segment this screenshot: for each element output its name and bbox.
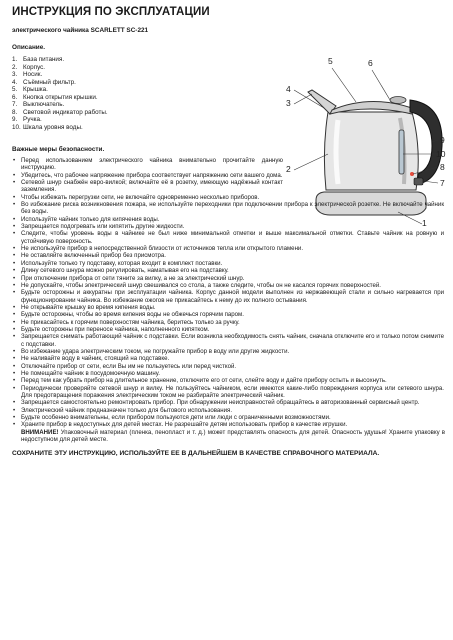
safety-rule: • Перед тем как убрать прибор на длительное хранение, отключите его от сети, слейте воду и дайте прибору остыть и высохнуть.: [12, 377, 444, 384]
callout-2: 2: [286, 164, 291, 174]
safety-rule: • Запрещается самостоятельно ремонтировать прибор. При обнаружении неисправностей обращайтесь в авторизованный сервисный центр.: [12, 399, 444, 406]
description-heading: Описание.: [12, 44, 46, 51]
callout-9: 9: [440, 135, 445, 145]
safety-rule: • Не помещайте чайник в посудомоечную машину.: [12, 370, 444, 377]
attention-note: [21, 429, 445, 444]
safety-rule: • Запрещается подогревать или кипятить другие жидкости.: [12, 223, 444, 230]
parts-list-item: 3. Носик.: [12, 71, 43, 78]
safety-rule: • Не используйте прибор в непосредственной близости от источников тепла или открытого пламени.: [12, 245, 444, 252]
safety-rule: • Используйте чайник только для кипячения воды.: [12, 216, 444, 223]
parts-list-item: 10. Шкала уровня воды.: [12, 123, 83, 131]
parts-list-item: 6. Кнопка открытия крышки.: [12, 93, 98, 101]
callout-1: 1: [422, 218, 427, 226]
callout-4: 4: [286, 84, 291, 94]
page-subtitle: электрического чайника SCARLETT SC-221: [12, 27, 149, 34]
safety-rule: • Будьте осторожны, чтобы во время кипения воды не обжечься горячим паром.: [12, 311, 444, 318]
attention-text: Упаковочный материал (пленка, пенопласт и т. д.) может представлять опасность для детей. Опасность удушья! Храните упаковку в недоступном для детей месте.: [21, 429, 445, 444]
safety-rule: • Убедитесь, что рабочее напряжение прибора соответствует напряжению сети вашего дома.: [12, 172, 283, 179]
safety-rule: • Будьте осторожны и аккуратны при эксплуатации чайника. Корпус данной модели выполнен из нержавеющей стали и сильно нагревается при функционировании чайника. Во избежание ожогов не прикасайтесь к нему до их полного остывания.: [12, 289, 444, 304]
parts-list-item: 4. Съёмный фильтр.: [12, 78, 76, 86]
safety-rule: • Не прикасайтесь к горячим поверхностям чайника, беритесь только за ручку.: [12, 319, 444, 326]
safety-rule: • Перед использованием электрического чайника внимательно прочитайте данную инструкцию.: [12, 157, 283, 172]
safety-rule: • Следите, чтобы уровень воды в чайнике не был ниже минимальной отметки и выше максимальной отметки. Ставьте чайник на ровную и устойчивую поверхность.: [12, 230, 444, 245]
safety-rule: • Не допускайте, чтобы электрический шнур свешивался со стола, а также следите, чтобы он не касался горячих поверхностей.: [12, 282, 444, 289]
safety-rule: • Длину сетевого шнура можно регулировать, наматывая его на подставку.: [12, 267, 444, 274]
safety-rule: • Сетевой шнур снабжён евро-вилкой; включайте её в розетку, имеющую надёжный контакт заземления.: [12, 179, 283, 194]
safety-rule: • Чтобы избежать перегрузки сети, не включайте одновременно несколько приборов.: [12, 194, 283, 201]
callout-6: 6: [368, 58, 373, 68]
safety-rule: • Электрический чайник предназначен только для бытового использования.: [12, 407, 444, 414]
safety-rule: • Периодически проверяйте сетевой шнур и вилку. Не пользуйтесь чайником, если имеются какие-либо повреждения корпуса или сетевого шнура. Для предотвращения поражения электрическим током не разбирайте электрический чайник.: [12, 385, 444, 400]
parts-list-item: 7. Выключатель.: [12, 101, 65, 108]
safety-rule: • Отключайте прибор от сети, если Вы им не пользуетесь или перед чисткой.: [12, 363, 444, 370]
callout-8: 8: [440, 162, 445, 172]
page-title: ИНСТРУКЦИЯ ПО ЭКСПЛУАТАЦИИ: [12, 6, 210, 18]
parts-list-item: 5. Крышка.: [12, 86, 48, 93]
parts-list: [12, 56, 108, 131]
callout-7: 7: [440, 178, 445, 188]
safety-rule: • Храните прибор в недоступных для детей местах. Не разрешайте детям использовать прибор в качестве игрушки.: [12, 421, 444, 428]
safety-heading: Важные меры безопасности.: [12, 146, 105, 153]
parts-list-item: 8. Световой индикатор работы.: [12, 108, 108, 116]
callout-10: 10: [436, 149, 446, 159]
safety-rule: • Не оставляйте включенный прибор без присмотра.: [12, 252, 444, 259]
safety-rule: • Во избежание риска возникновения пожара, не используйте переходники при подключении прибора к электрической розетке. Не включайте чайник без воды.: [12, 201, 444, 216]
safety-rule: • Запрещается снимать работающий чайник с подставки. Если возникла необходимость снять чайник, сначала отключите его и только потом снимите с подставки.: [12, 333, 444, 348]
attention-label: ВНИМАНИЕ!: [21, 429, 59, 436]
callout-5: 5: [328, 56, 333, 66]
safety-rule: • При отключении прибора от сети тяните за вилку, а не за электрический шнур.: [12, 275, 444, 282]
safety-rule: • Используйте только ту подставку, которая входит в комплект поставки.: [12, 260, 444, 267]
safety-rule: • Не открывайте крышку во время кипения воды.: [12, 304, 444, 311]
lid-button: [390, 97, 406, 104]
parts-list-item: 2. Корпус.: [12, 63, 46, 71]
safety-rule: • Будьте особенно внимательны, если прибором пользуются дети или люди с ограниченными возможностями.: [12, 414, 444, 421]
safety-rule: • Не наливайте воду в чайник, стоящий на подставке.: [12, 355, 444, 362]
safety-rules-list: [12, 157, 444, 429]
parts-list-item: 1. База питания.: [12, 56, 65, 63]
final-notice: СОХРАНИТЕ ЭТУ ИНСТРУКЦИЮ, ИСПОЛЬЗУЙТЕ ЕЕ В ДАЛЬНЕЙШЕМ В КАЧЕСТВЕ СПРАВОЧНОГО МАТЕРИАЛА.: [12, 450, 380, 457]
safety-rule: • Будьте осторожны при переносе чайника, наполненного кипятком.: [12, 326, 444, 333]
callout-3: 3: [286, 98, 291, 108]
safety-rule: • Во избежание удара электрическим током, не погружайте прибор в воду или другие жидкости.: [12, 348, 444, 355]
parts-list-item: 9. Ручка.: [12, 116, 42, 123]
